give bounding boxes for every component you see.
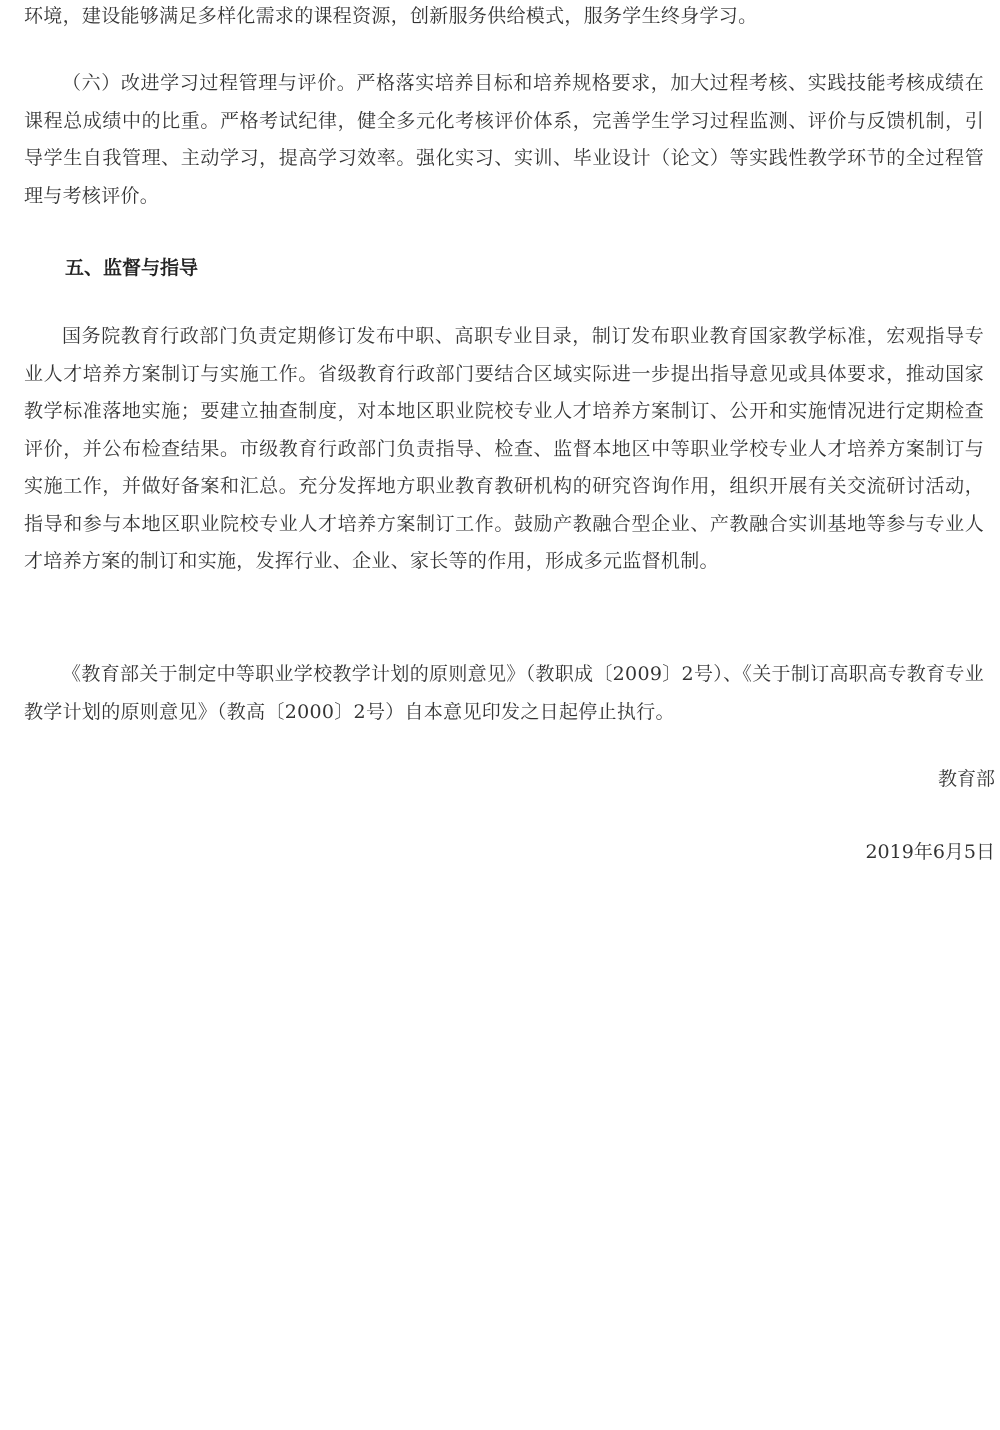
section-heading: 五、监督与指导 — [65, 257, 199, 279]
paragraph-continuation: 环境，建设能够满足多样化需求的课程资源，创新服务供给模式，服务学生终身学习。 — [24, 5, 758, 27]
paragraph-supervision: 国务院教育行政部门负责定期修订发布中职、高职专业目录，制订发布职业教育国家教学标准，宏观指导专业人才培养方案制订与实施工作。省级教育行政部门要结合区域实际进一步提出指导意见或具体要求，推动国家教学标准落地实施；要建立抽查制度，对本地区职业院校专业人才培养方案制订、公开和实施情况进行定期检查评价，并公布检查结果。市级教育行政部门负责指导、检查、监督本地区中等职业学校专业人才培养方案制订与实施工作，并做好备案和汇总。充分发挥地方职业教育教研机构的研究咨询作用，组织开展有关交流研讨活动，指导和参与本地区职业院校专业人才培养方案制订工作。鼓励产教融合型企业、产教融合实训基地等参与专业人才培养方案的制订和实施，发挥行业、企业、家长等的作用，形成多元监督机制。 — [24, 325, 984, 572]
signature-organization: 教育部 — [937, 768, 995, 790]
paragraph-learning-evaluation: （六）改进学习过程管理与评价。严格落实培养目标和培养规格要求，加大过程考核、实践技能考核成绩在课程总成绩中的比重。严格考试纪律，健全多元化考核评价体系，完善学生学习过程监测、评价与反馈机制，引导学生自我管理、主动学习，提高学习效率。强化实习、实训、毕业设计（论文）等实践性教学环节的全过程管理与考核评价。 — [24, 72, 984, 207]
signature-date: 2019年6月5日 — [865, 841, 995, 863]
paragraph-repeal-notice: 《教育部关于制定中等职业学校教学计划的原则意见》（教职成〔2009〕2号）、《关于制订高职高专教育专业教学计划的原则意见》（教高〔2000〕2号）自本意见印发之日起停止执行。 — [24, 663, 984, 723]
